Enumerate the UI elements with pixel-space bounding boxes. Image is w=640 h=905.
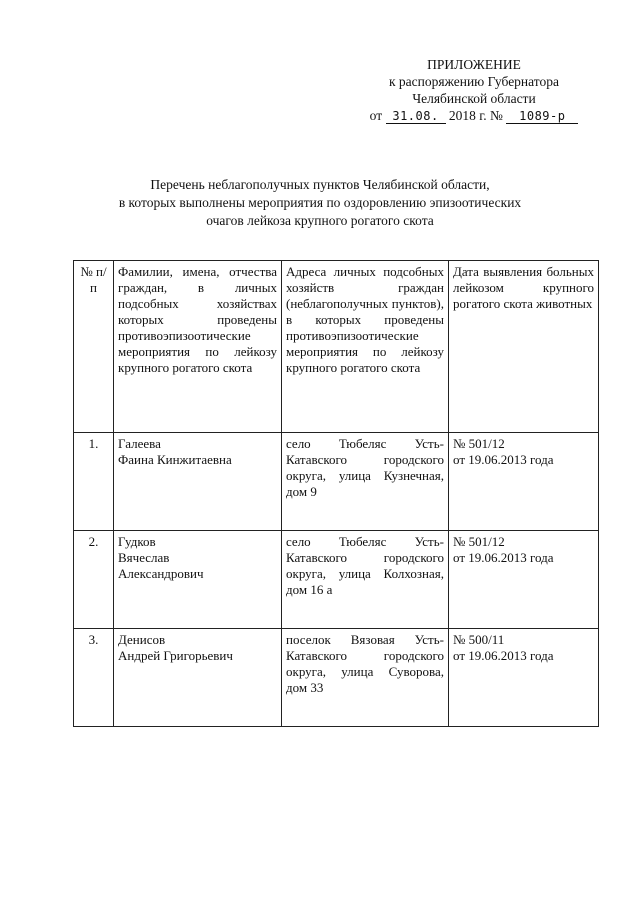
table-row [74, 629, 599, 727]
row-date: № 500/11 от 19.06.2013 года [449, 629, 599, 727]
outbreak-table [73, 260, 599, 727]
row-number: 2. [74, 531, 114, 629]
title-line-2: в которых выполнены мероприятия по оздоровлению эпизоотических [118, 195, 522, 210]
header-number: № п/п [74, 261, 114, 433]
appendix-line-1: к распоряжению Губернатора [388, 74, 560, 89]
row-name: Денисов Андрей Григорьевич [114, 629, 282, 727]
row-number: 3. [74, 629, 114, 727]
header-name: Фамилии, имена, отчества граждан, в личных подсобных хозяйствах которых проведены противоэпизоотические мероприятия по лейкозу крупного рогатого скота [114, 261, 282, 433]
appendix-line-2: Челябинской области [412, 91, 536, 106]
table-header-row [74, 261, 599, 433]
document-title [60, 176, 580, 230]
table-row [74, 531, 599, 629]
appendix-block [360, 56, 588, 124]
row-number: 1. [74, 433, 114, 531]
order-date: 31.08. [386, 109, 446, 124]
appendix-date-line [360, 107, 588, 124]
order-year: 2018 г. [448, 108, 487, 123]
number-label: № [490, 108, 503, 123]
row-address: поселок Вязовая Усть-Катавского городского округа, улица Суворова, дом 33 [282, 629, 449, 727]
table-row [74, 433, 599, 531]
row-name: Галеева Фаина Кинжитаевна [114, 433, 282, 531]
order-number: 1089-р [506, 109, 578, 124]
header-date: Дата выявления больных лейкозом крупного рогатого скота животных [449, 261, 599, 433]
row-name: Гудков Вячеслав Александрович [114, 531, 282, 629]
title-line-1: Перечень неблагополучных пунктов Челябинской области, [150, 177, 490, 192]
row-date: № 501/12 от 19.06.2013 года [449, 433, 599, 531]
row-address: село Тюбеляс Усть-Катавского городского округа, улица Кузнечная, дом 9 [282, 433, 449, 531]
header-address: Адреса личных подсобных хозяйств граждан (неблагополучных пунктов), в которых проведены противоэпизоотические мероприятия по лейкозу крупного рогатого скота [282, 261, 449, 433]
title-line-3: очагов лейкоза крупного рогатого скота [206, 213, 434, 228]
row-address: село Тюбеляс Усть-Катавского городского округа, улица Колхозная, дом 16 а [282, 531, 449, 629]
from-label: от [369, 108, 383, 123]
row-date: № 501/12 от 19.06.2013 года [449, 531, 599, 629]
appendix-title: ПРИЛОЖЕНИЕ [427, 57, 521, 72]
